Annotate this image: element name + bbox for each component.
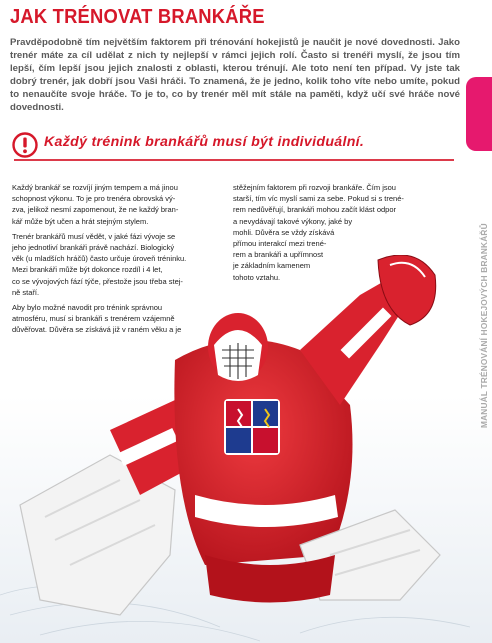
text-line: schopnost výkonu. To je pro trenéra obrovská vý- xyxy=(12,194,176,204)
chapter-tab xyxy=(466,77,492,151)
intro-line: jsou tím lepší, čím lepší jsou jejich znalosti z oblasti, kterou trénují. Ale toto není ten případ. xyxy=(10,50,460,75)
text-line: Aby bylo možné navodit pro trénink správnou xyxy=(12,303,163,313)
intro-paragraph xyxy=(10,36,460,115)
text-line: kář může být učen a hrát stejným stylem. xyxy=(12,216,149,226)
text-line: Každý brankář se rozvíjí jiným tempem a má jinou xyxy=(12,183,178,192)
intro-line: Pravděpodobně tím největším faktorem při trénování hokejistů je naučit je nové dovednosti. xyxy=(10,37,435,48)
text-line: rem nedůvěřují, brankáři mohou začít klást odpor xyxy=(233,205,396,215)
intro-line: Vy jste tak dobrý trenér, jak dobří jsou Vaši hráči. To znamená, že je jedno, kolik toho víte xyxy=(10,63,460,88)
intro-line: Jako trenér máte za cíl udělat z nich ty nejlepší v rámci jejich rolí. Často si trenéři myslí, že xyxy=(10,37,460,62)
body-column-right xyxy=(233,182,445,283)
body-paragraph xyxy=(12,231,224,298)
text-line: rem a brankáři a upřímnost xyxy=(233,250,324,260)
callout-underline xyxy=(14,159,454,161)
text-line: zva, jelikož nesmí zapomenout, že ne každý bran- xyxy=(12,205,179,215)
text-line: přímou interakcí mezi trené- xyxy=(233,239,327,249)
text-line: atmosféru, musí si brankáři s trenérem vzájemně xyxy=(12,314,175,324)
text-line: stěžejním faktorem při rozvoji brankáře. Čím jsou xyxy=(233,183,396,192)
text-line: je základním kamenem xyxy=(233,261,311,271)
body-paragraph xyxy=(233,182,445,283)
intro-line: když učí své hráče nové dovednosti. xyxy=(10,89,460,114)
body-paragraph xyxy=(12,302,224,336)
exclamation-circle-icon xyxy=(12,132,38,158)
intro-line: nebo umíte, pokud to nenaučíte svoje hráče. To je to, co by trenér měl mít stále na paměti, xyxy=(10,76,460,101)
body-column-left xyxy=(12,182,224,340)
text-line: starší, tím víc myslí sami za sebe. Pokud si s trené- xyxy=(233,194,404,204)
body-paragraph xyxy=(12,182,224,227)
text-line: Trenér brankářů musí vědět, v jaké fázi vývoje se xyxy=(12,231,176,241)
text-line: tohoto vztahu. xyxy=(233,272,281,282)
text-line: co se vývojových fází týče, přestože jsou třeba stej- xyxy=(12,276,183,286)
vertical-running-title: MANUÁL TRÉNOVÁNÍ HOKEJOVÝCH BRANKÁŘŮ xyxy=(479,223,489,428)
text-line: věk (u mladších hráčů) často určuje úroveň tréninku. xyxy=(12,254,187,264)
text-line: a nevydávají takové výkony, jaké by xyxy=(233,216,353,226)
text-line: ně staří. xyxy=(12,287,40,297)
text-line: důvěřovat. Důvěra se získává již v raném věku a je xyxy=(12,325,182,335)
text-line: Mezi brankáři může být dokonce rozdíl i 4 let, xyxy=(12,265,163,275)
callout-text: Každý trénink brankářů musí být individuální. xyxy=(44,134,365,150)
text-line: jeho jednotliví brankáři právě nachází. Biologický xyxy=(12,243,175,253)
text-line: mohli. Důvěra se vždy získává xyxy=(233,227,335,237)
page-title: JAK TRÉNOVAT BRANKÁŘE xyxy=(10,6,265,28)
